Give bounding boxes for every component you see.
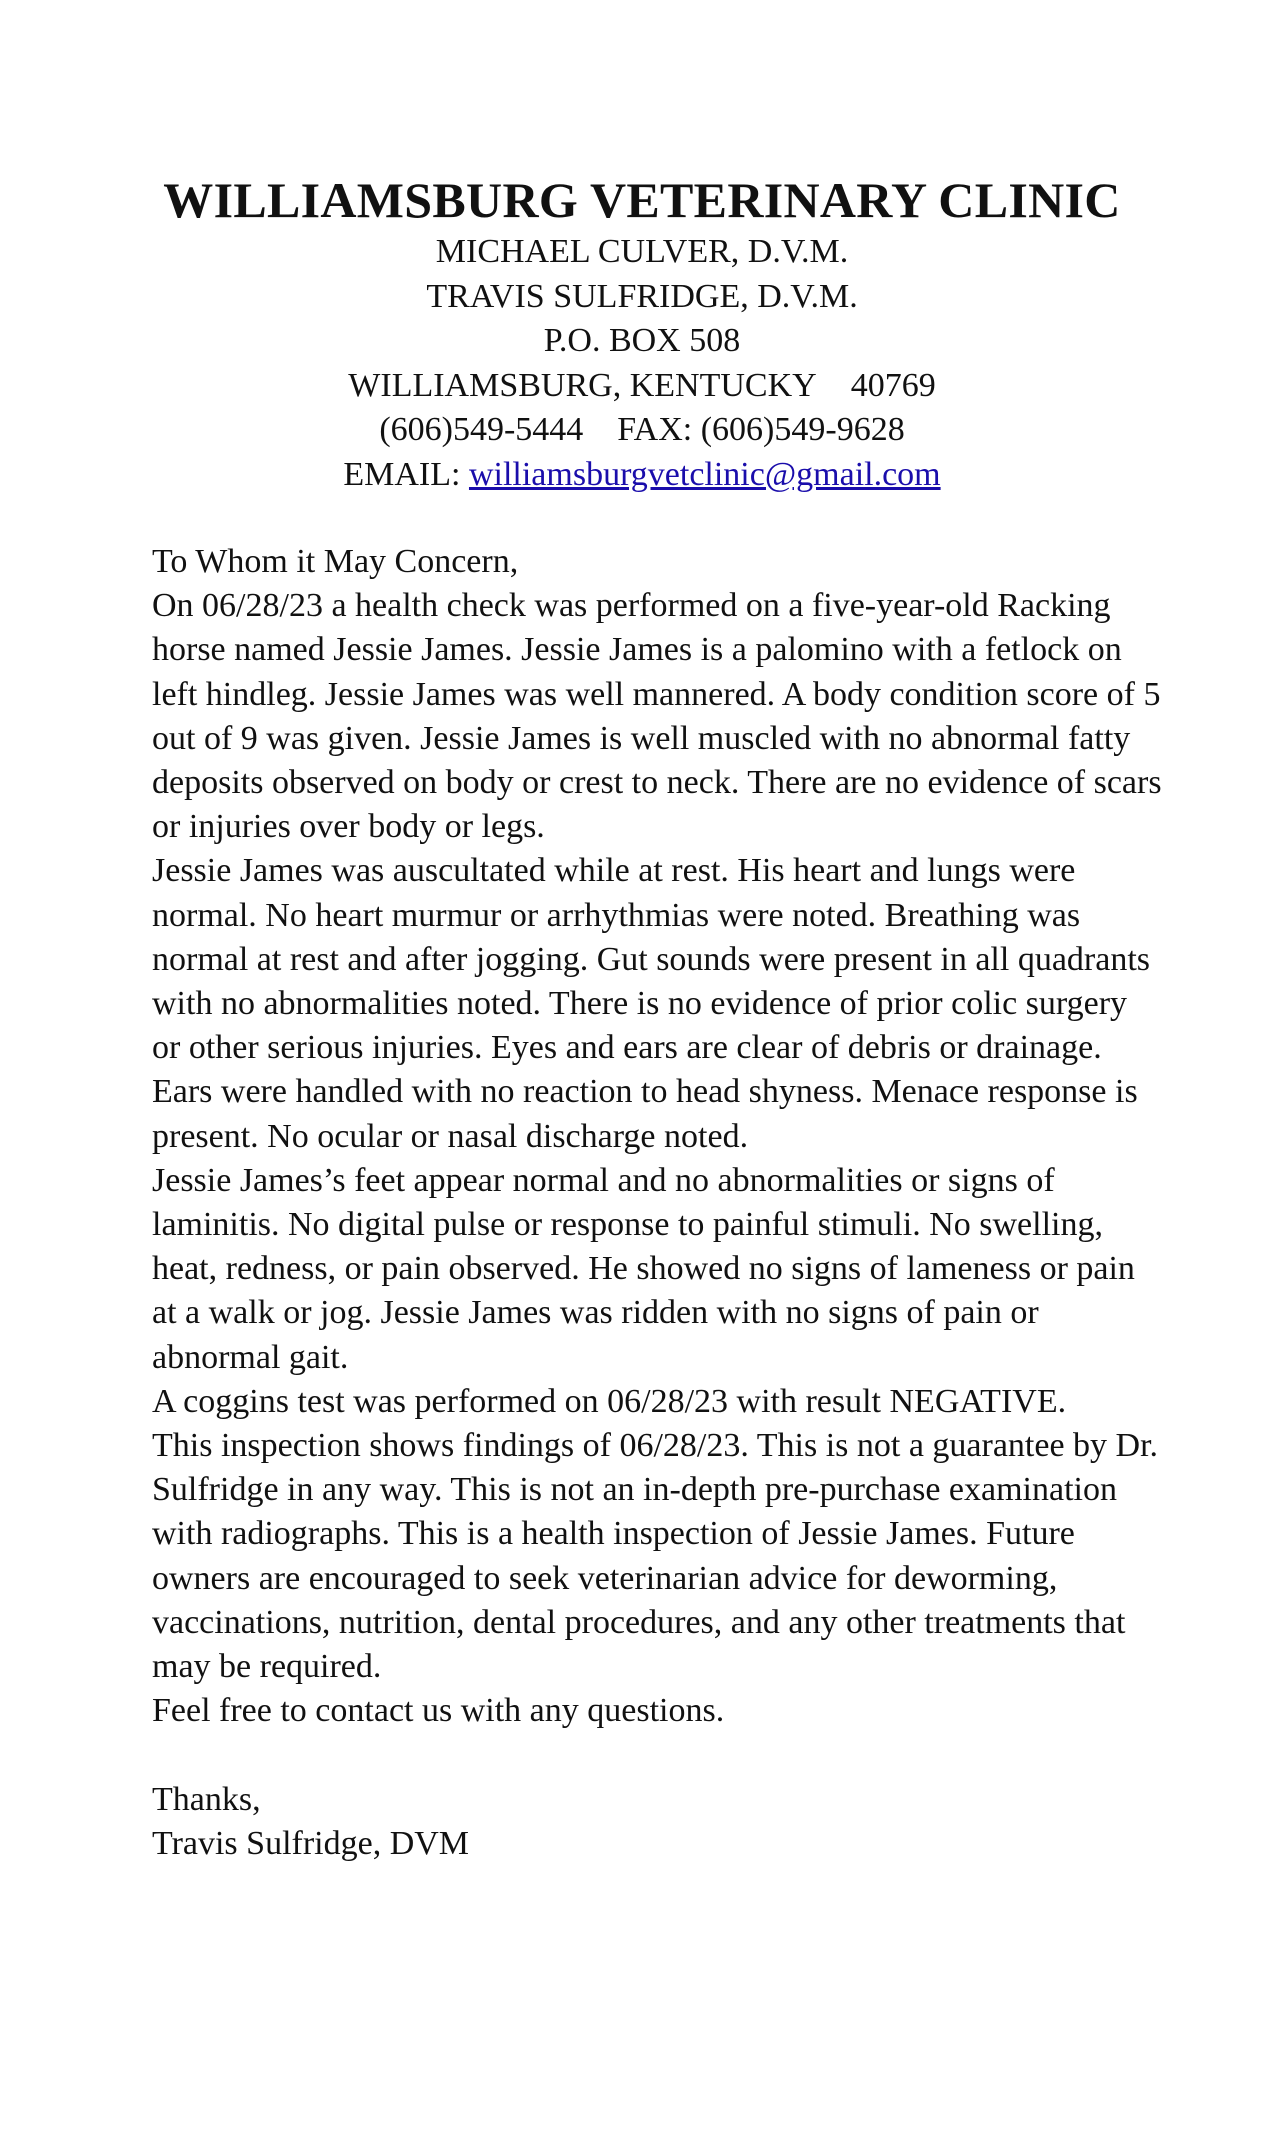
phone-number: (606)549-5444 <box>379 411 584 448</box>
letter-body <box>152 540 1162 1866</box>
city-state: WILLIAMSBURG, KENTUCKY <box>348 366 817 404</box>
clinic-name: WILLIAMSBURG VETERINARY CLINIC <box>163 172 1121 228</box>
email-link[interactable]: williamsburgvetclinic@gmail.com <box>468 455 941 493</box>
doctor-1: MICHAEL CULVER, D.V.M. <box>435 233 849 270</box>
address-line <box>0 364 1284 409</box>
paragraph-coggins: A coggins test was performed on 06/28/23 with result NEGATIVE. <box>152 1382 1067 1420</box>
paragraph-feet: Jessie James’s feet appear normal and no abnormalities or signs of laminitis. No digital pulse or response to painful stimuli. No swelling, heat, redness, or pain observed. He showed no signs of lameness or pain at a walk or jog. Jessie James was ridden with no signs of pain or abnormal gait. <box>152 1161 1135 1376</box>
salutation: To Whom it May Concern, <box>152 543 519 580</box>
po-box: P.O. BOX 508 <box>543 322 741 359</box>
email-label: EMAIL: <box>343 455 461 493</box>
paragraph-contact: Feel free to contact us with any questions. <box>152 1692 725 1730</box>
blank-line <box>152 1733 1162 1777</box>
contact-line <box>0 408 1284 453</box>
email-line <box>0 453 1284 498</box>
paragraph-health-check: On 06/28/23 a health check was performed on a five-year-old Racking horse named Jessie James. Jessie James is a palomino with a fetlock on left hindleg. Jessie James was well mannered. A body condition score of 5 out of 9 was given. Jessie James is well muscled with no abnormal fatty deposits observed on body or crest to neck. There are no evidence of scars or injuries over body or legs. <box>152 587 1162 846</box>
signature: Travis Sulfridge, DVM <box>152 1824 470 1862</box>
closing: Thanks, <box>152 1780 261 1818</box>
fax-number: FAX: (606)549-9628 <box>617 411 905 448</box>
zip-code: 40769 <box>850 366 936 404</box>
letterhead <box>0 170 1284 497</box>
paragraph-auscultation: Jessie James was auscultated while at rest. His heart and lungs were normal. No heart murmur or arrhythmias were noted. Breathing was normal at rest and after jogging. Gut sounds were present in all quadrants with no abnormalities noted. There is no evidence of prior colic surgery or other serious injuries. Eyes and ears are clear of debris or drainage. Ears were handled with no reaction to head shyness. Menace response is present. No ocular or nasal discharge noted. <box>152 852 1151 1155</box>
paragraph-disclaimer: This inspection shows findings of 06/28/23. This is not a guarantee by Dr. Sulfridge in any way. This is not an in-depth pre-purchase examination with radiographs. This is a health inspection of Jessie James. Future owners are encouraged to seek veterinarian advice for deworming, vaccinations, nutrition, dental procedures, and any other treatments that may be required. <box>152 1427 1159 1686</box>
doctor-2: TRAVIS SULFRIDGE, D.V.M. <box>426 277 858 315</box>
